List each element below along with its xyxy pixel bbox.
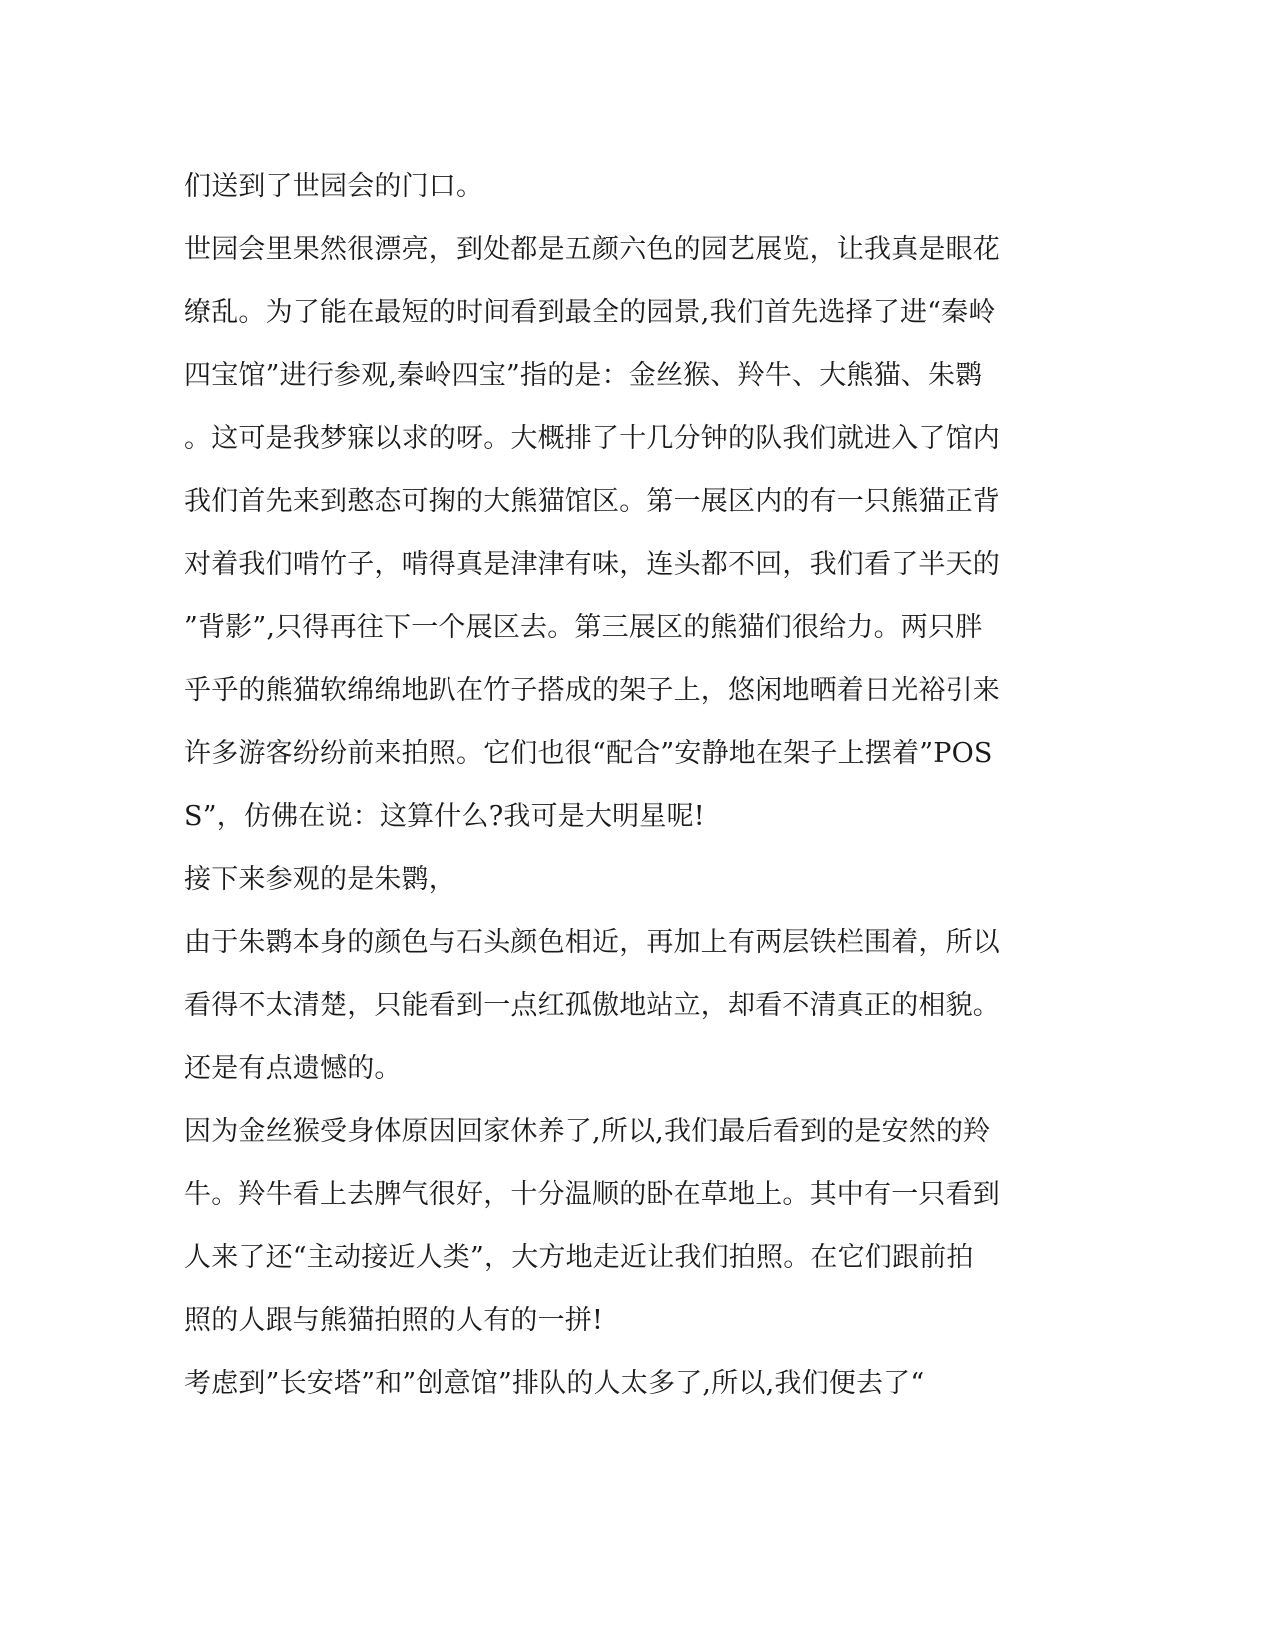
- text-line: 我们首先来到憨态可掬的大熊猫馆区。第一展区内的有一只熊猫正背: [184, 486, 1000, 517]
- text-line: 由于朱鹮本身的颜色与石头颜色相近，再加上有两层铁栏围着，所以: [184, 927, 1000, 958]
- text-line: 许多游客纷纷前来拍照。它们也很“配合”安静地在架子上摆着”POS: [184, 738, 993, 769]
- text-line: 还是有点遗憾的。: [184, 1053, 402, 1084]
- text-line: 接下来参观的是朱鹮，: [184, 864, 456, 895]
- text-line: 四宝馆”进行参观,秦岭四宝”指的是：金丝猴、羚牛、大熊猫、朱鹮: [184, 360, 983, 391]
- text-line: 因为金丝猴受身体原因回家休养了,所以,我们最后看到的是安然的羚: [184, 1116, 991, 1147]
- text-line: 照的人跟与熊猫拍照的人有的一拼!: [184, 1305, 604, 1336]
- text-line: 考虑到”长安塔”和”创意馆”排队的人太多了,所以,我们便去了“: [184, 1368, 925, 1399]
- text-line: 牛。羚牛看上去脾气很好，十分温顺的卧在草地上。其中有一只看到: [184, 1179, 1000, 1210]
- text-line: 看得不太清楚，只能看到一点红孤傲地站立，却看不清真正的相貌。: [184, 990, 1000, 1021]
- text-line: 对着我们啃竹子，啃得真是津津有味，连头都不回，我们看了半天的: [184, 549, 1000, 580]
- text-line: 乎乎的熊猫软绵绵地趴在竹子搭成的架子上，悠闲地晒着日光裕引来: [184, 675, 1000, 706]
- text-line: 人来了还“主动接近人类”，大方地走近让我们拍照。在它们跟前拍: [184, 1242, 974, 1273]
- text-line: 。这可是我梦寐以求的呀。大概排了十几分钟的队我们就进入了馆内: [184, 423, 1000, 454]
- document-body: [184, 155, 1064, 1415]
- text-line: 缭乱。为了能在最短的时间看到最全的园景,我们首先选择了进“秦岭: [184, 297, 996, 328]
- text-line: ”背影”,只得再往下一个展区去。第三展区的熊猫们很给力。两只胖: [184, 612, 983, 643]
- text-line: 们送到了世园会的门口。: [184, 171, 484, 202]
- text-line: S”，仿佛在说：这算什么?我可是大明星呢!: [184, 801, 705, 832]
- text-line: 世园会里果然很漂亮，到处都是五颜六色的园艺展览，让我真是眼花: [184, 234, 1000, 265]
